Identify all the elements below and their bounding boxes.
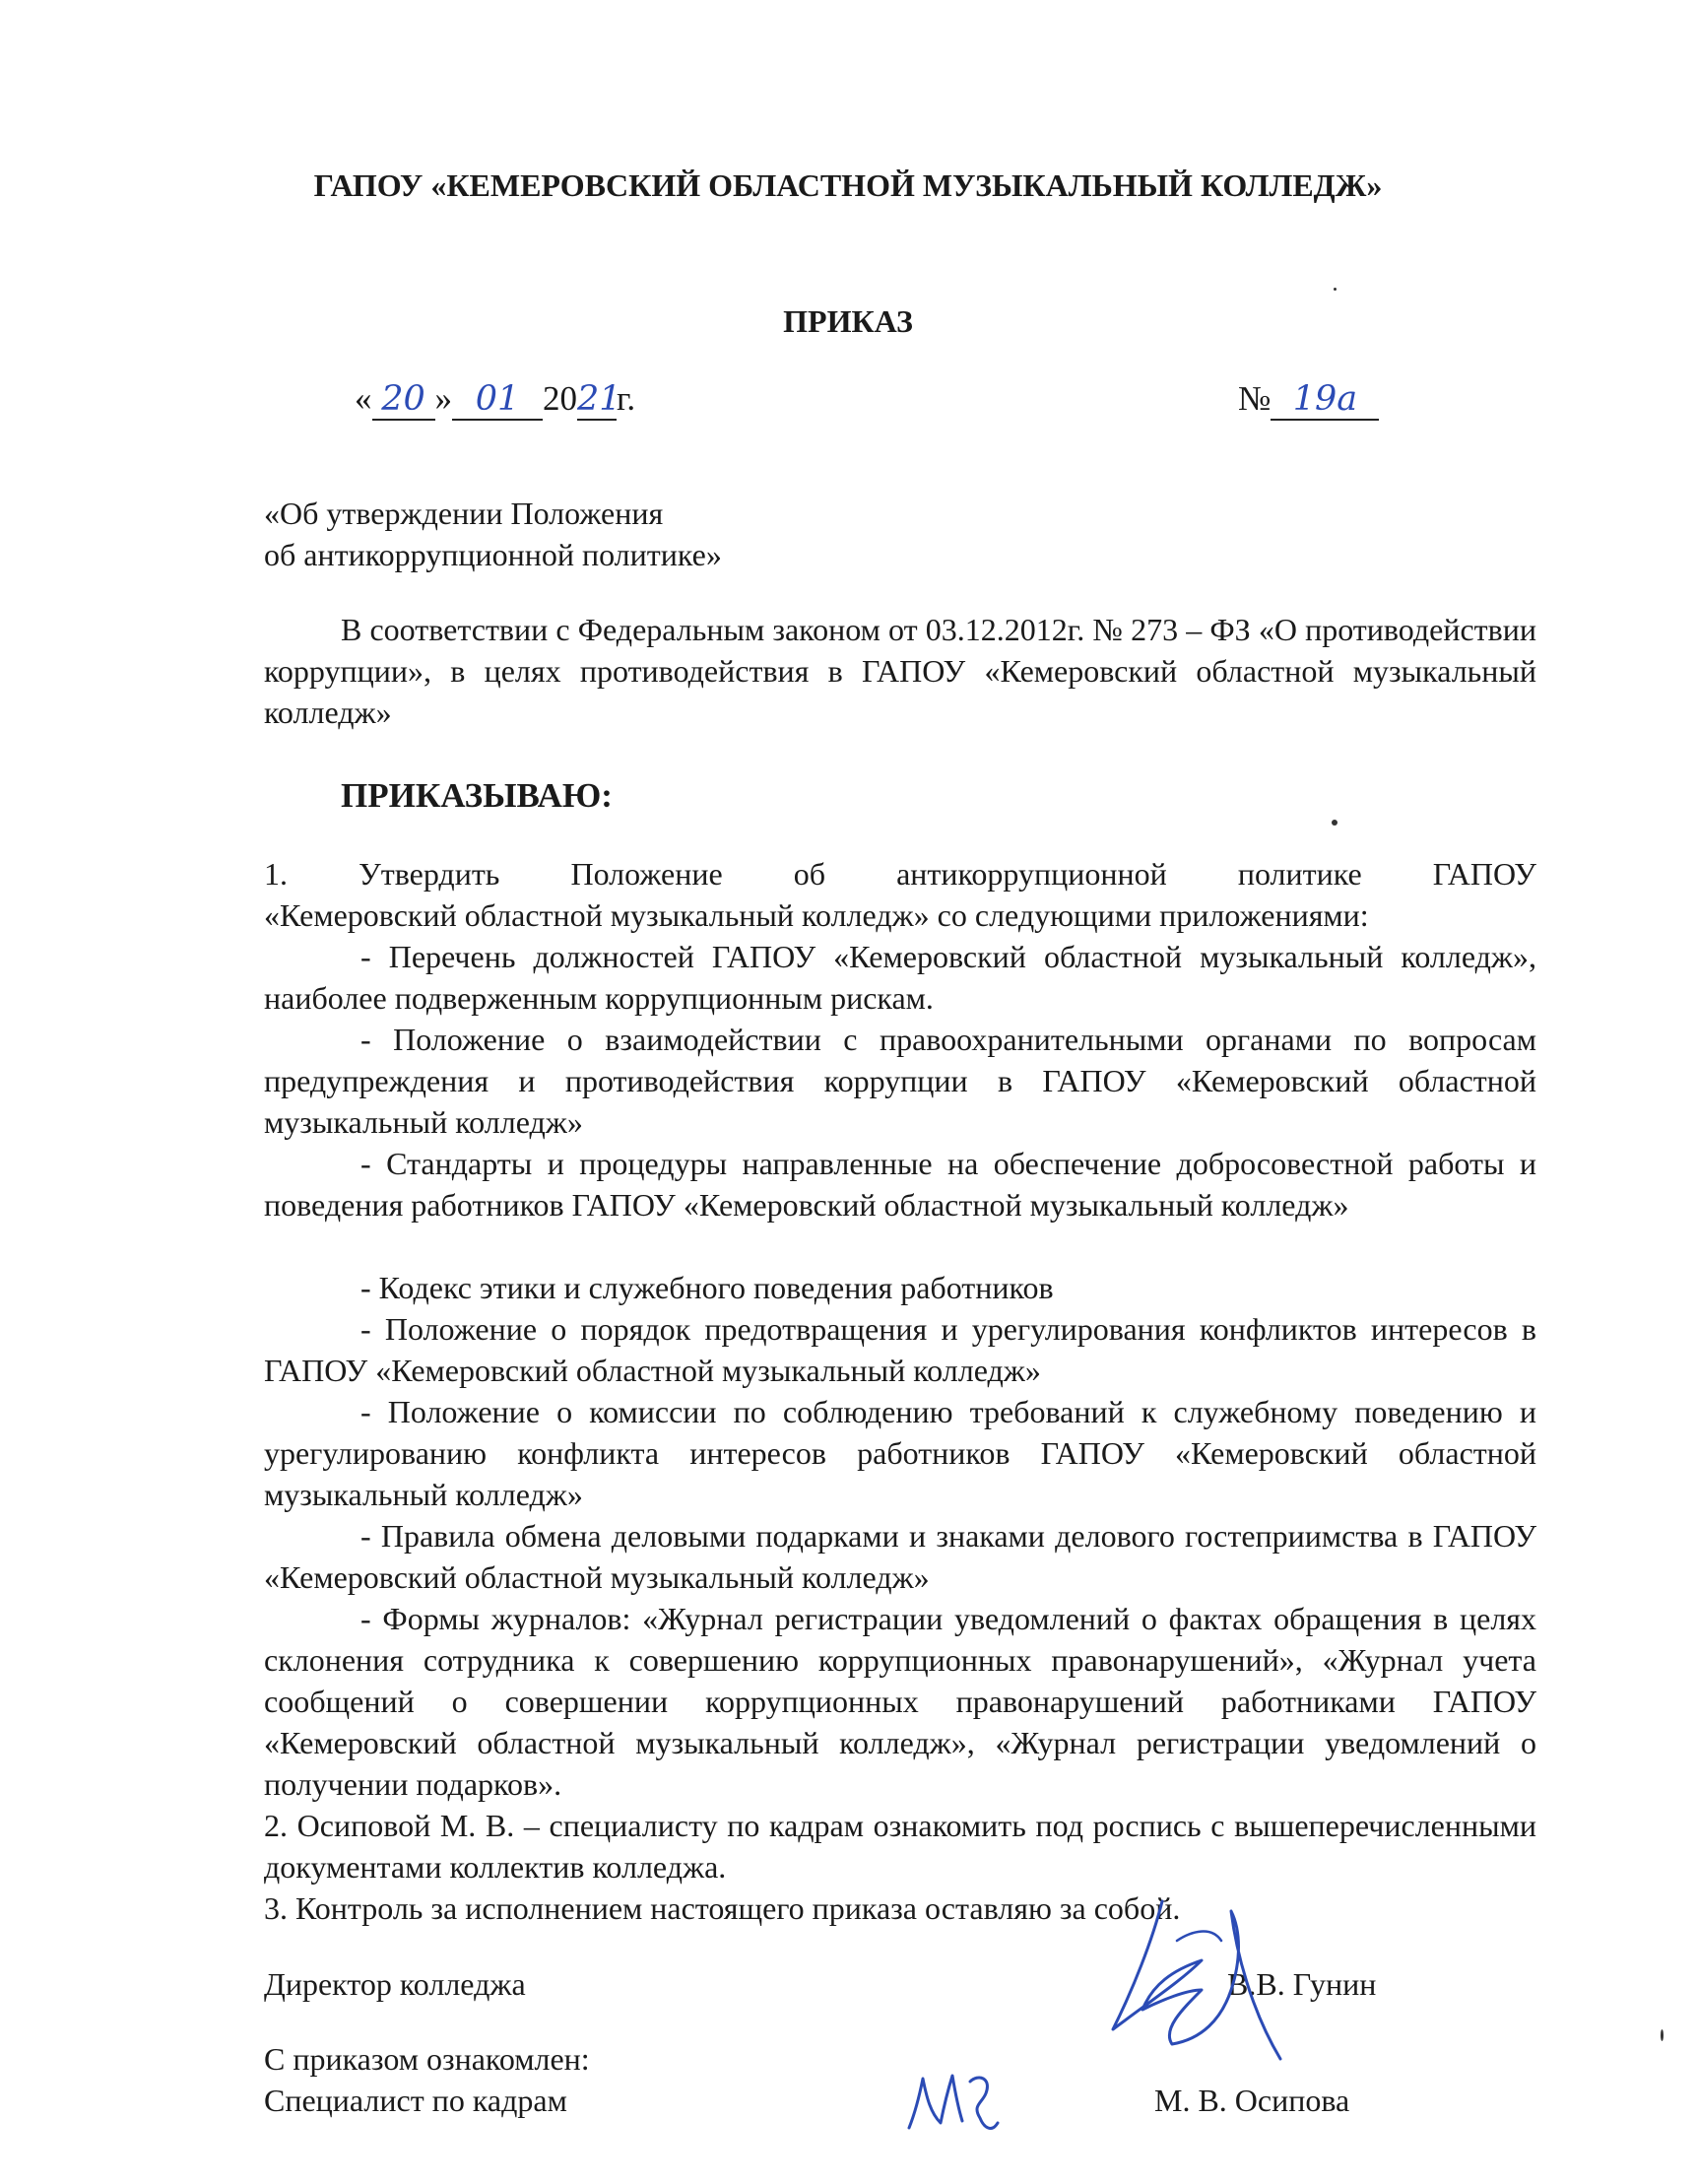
director-signature-icon [1093,1872,1320,2069]
preamble: В соответствии с Федеральным законом от 03.12.2012г. № 273 – ФЗ «О противодействии коррупции», в целях противодействия в ГАПОУ «Кемеровский областной музыкальный колледж» [264,612,1536,730]
item-3: 3. Контроль за исполнением настоящего приказа оставляю за собой. [264,1890,1181,1926]
appendix-item: - Формы журналов: «Журнал регистрации уведомлений о фактах обращения в целях склонения сотрудника к совершению коррупционных правонарушений», «Журнал учета сообщений о совершении коррупционных правонарушений работниками ГАПОУ «Кемеровский областной музыкальный колледж», «Журнал регистрации уведомлений о получении подарков». [264,1601,1536,1802]
item-1-first-line [264,853,1536,894]
item-1-word: антикоррупционной [896,856,1167,892]
item-1-word: об [793,856,825,892]
date-month: 01 [452,382,543,421]
order-number [1238,379,1379,421]
appendix-item: - Стандарты и процедуры направленные на обеспечение добросовестной работы и поведения работников ГАПОУ «Кемеровский областной музыкальный колледж» [264,1146,1536,1223]
order-subject [264,493,722,575]
date-year-suffix: 21 [577,379,621,419]
item-2: 2. Осиповой М. В. – специалисту по кадрам ознакомить под роспись с вышеперечисленными документами коллектив колледжа. [264,1808,1536,1885]
appendix-item: - Положение о порядок предотвращения и урегулирования конфликтов интересов в ГАПОУ «Кемеровский областной музыкальный колледж» [264,1311,1536,1388]
appendix-item: - Правила обмена деловыми подарками и знаками делового гостеприимства в ГАПОУ «Кемеровский областной музыкальный колледж» [264,1518,1536,1595]
subject-line-2: об антикоррупционной политике» [264,537,722,572]
director-name: В.В. Гунин [1227,1966,1377,2002]
order-word: ПРИКАЗЫВАЮ: [341,776,613,815]
hr-title: Специалист по кадрам [264,2083,567,2118]
acknowledgement-label: С приказом ознакомлен: [264,2041,590,2077]
number-sign: № [1238,379,1272,418]
subject-line-1: «Об утверждении Положения [264,496,664,531]
appendix-item: - Положение о взаимодействии с правоохранительными органами по вопросам предупреждения и противодействия коррупции в ГАПОУ «Кемеровский областной музыкальный колледж» [264,1022,1536,1140]
document-type: ПРИКАЗ [783,303,913,339]
scan-speck [1334,288,1337,291]
item-1-word: 1. [264,856,288,892]
item-1-word: ГАПОУ [1432,856,1536,892]
date-open-quote: « [355,379,372,418]
order-date [355,379,635,421]
item-1-rest: «Кемеровский областной музыкальный колледж» со следующими приложениями: [264,897,1369,933]
appendix-item: - Перечень должностей ГАПОУ «Кемеровский областной музыкальный колледж», наиболее подверженным коррупционным рискам. [264,939,1536,1016]
item-1-word: Утвердить [359,856,500,892]
date-close-quote: » [434,379,452,418]
appendix-item: - Кодекс этики и служебного поведения работников [360,1270,1054,1305]
scan-speck [1332,820,1337,826]
organization-title: ГАПОУ «КЕМЕРОВСКИЙ ОБЛАСТНОЙ МУЗЫКАЛЬНЫЙ КОЛЛЕДЖ» [313,167,1383,203]
hr-name: М. В. Осипова [1154,2083,1350,2118]
number-value: 19а [1271,382,1379,421]
date-g: г. [617,379,636,418]
item-1 [264,853,1536,936]
scan-speck [1661,2029,1663,2041]
item-1-word: Положение [570,856,723,892]
item-1-word: политике [1237,856,1362,892]
appendix-item: - Положение о комиссии по соблюдению требований к служебному поведению и урегулированию конфликта интересов работников ГАПОУ «Кемеровский областной музыкальный колледж» [264,1394,1536,1512]
director-title: Директор колледжа [264,1966,526,2002]
date-year-prefix: 20 [543,379,577,418]
hr-signature-icon [901,2064,1010,2143]
date-day: 20 [372,382,435,421]
